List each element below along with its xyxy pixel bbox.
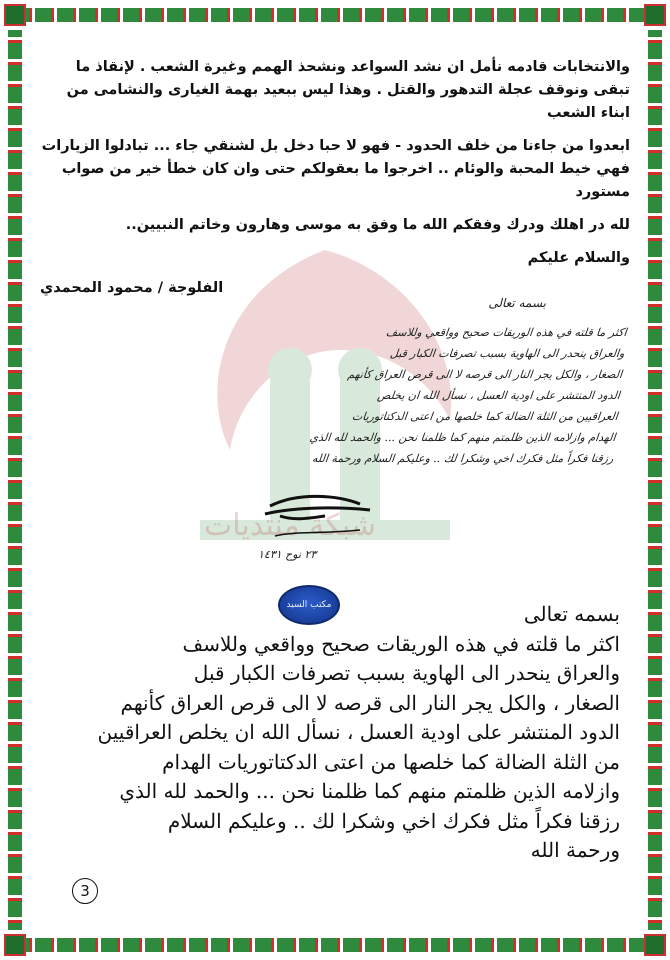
- border-right: [648, 30, 662, 930]
- page-number: 3: [72, 878, 98, 904]
- watermark-text: شبكة منتديات: [203, 508, 377, 543]
- transcript-line: ورحمة الله: [530, 838, 620, 862]
- handwritten-line: العراقيين من الثلة الضالة كما خلصها من اعتى الدكتاتوريات: [351, 410, 619, 423]
- border-left: [8, 30, 22, 930]
- letter-signature: الفلوجة / محمود المحمدي: [40, 280, 224, 296]
- letter-paragraph: والانتخابات قادمه نأمل ان نشد السواعد ونشحذ الهمم وغيرة الشعب . لإنقاذ ما تبقى ونوقف عجلة التدهور والقتل . وهذا ليس ببعيد بهمة الغيارى والنشامى من ابناء الشعب: [66, 59, 630, 121]
- border-corner: [4, 934, 26, 956]
- transcript-title: بسمه تعالى: [523, 602, 620, 626]
- letter-body: [40, 56, 630, 296]
- letter-closing: والسلام عليكم: [527, 250, 630, 266]
- signature-spacer: [430, 280, 630, 296]
- handwritten-title: بسمه تعالى: [488, 296, 546, 310]
- transcript-line: الدود المنتشر على اودية العسل ، نسأل الله ان يخلص العراقيين: [97, 720, 620, 744]
- handwritten-line: الصغار ، والكل يجر النار الى قرصه لا الى قرص العراق كأنهم: [346, 368, 623, 381]
- transcript-line: من الثلة الضالة كما خلصها من اعتى الدكتاتوريات الهدام: [162, 749, 620, 774]
- transcript-line: وازلامه الذين ظلمتم منهم كما ظلمنا نحن ... والحمد لله الذي: [119, 779, 620, 803]
- handwritten-reply: [232, 322, 627, 469]
- handwritten-line: الهدام وازلامه الذين ظلمتم منهم كما ظلمنا نحن ... والحمد لله الذي: [308, 431, 617, 444]
- transcript-block: [60, 600, 620, 866]
- handwritten-line: رزقنا فكراً مثل فكرك اخي وشكرا لك .. وعليكم السلام ورحمة الله: [311, 452, 615, 465]
- signature-date: ٢٣ نوح ١٤٣١: [258, 548, 317, 561]
- transcript-line: الصغار ، والكل يجر النار الى قرصه لا الى قرص العراق كأنهم: [120, 690, 620, 715]
- transcript-line: والعراق ينحدر الى الهاوية بسبب تصرفات الكبار قبل: [193, 661, 620, 685]
- official-stamp: مكتب السيد: [278, 585, 340, 625]
- transcript-line: اكثر ما قلته في هذه الوريقات صحيح وواقعي وللاسف: [182, 631, 620, 656]
- border-corner: [4, 4, 26, 26]
- border-corner: [644, 4, 666, 26]
- handwritten-line: الدود المنتشر على اودية العسل ، نسأل الله ان يخلص: [376, 389, 621, 402]
- transcript-line: رزقنا فكراً مثل فكرك اخي وشكرا لك .. وعليكم السلام: [167, 808, 620, 833]
- letter-signature-row: [40, 280, 630, 296]
- border-top: [22, 8, 648, 22]
- letter-paragraph: لله در اهلك ودرك وفقكم الله ما وفق به موسى وهارون وخاتم النبيين..: [125, 217, 630, 233]
- handwritten-line: اكثر ما قلته في هذه الوريقات صحيح وواقعي وللاسف: [385, 326, 628, 339]
- letter-paragraph: ابعدوا من جاءنا من خلف الحدود - فهو لا حبا دخل بل لشنقي جاء ... تبادلوا الزيارات فهي خيط المحبة والوئام .. اخرجوا ما بعقولكم حتى وان كان خطأ خير من صواب مستورد: [41, 138, 630, 200]
- border-corner: [644, 934, 666, 956]
- border-bottom: [22, 938, 648, 952]
- handwritten-line: والعراق ينحدر الى الهاوية بسبب تصرفات الكبار قبل: [389, 347, 626, 360]
